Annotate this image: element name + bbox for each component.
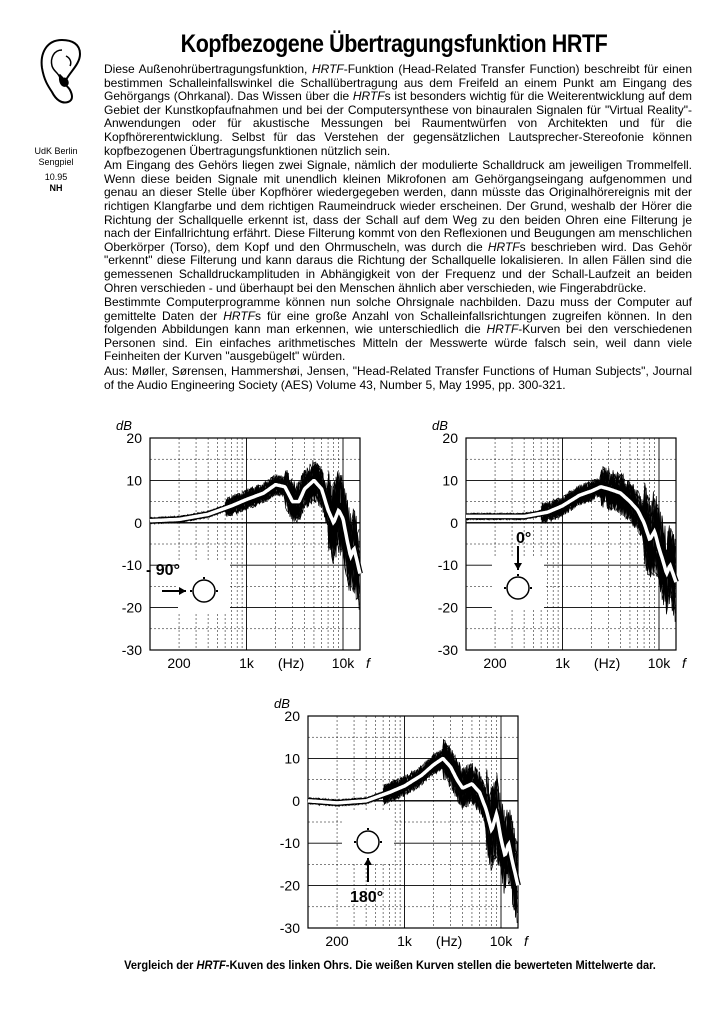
sidebar-line-4: NH	[49, 183, 63, 193]
individual-curves	[308, 739, 517, 923]
text-run-italic: HRTF	[486, 322, 519, 337]
head-circle	[357, 831, 379, 853]
text-run-italic: HRTF	[196, 958, 226, 972]
ear-logo	[36, 34, 86, 108]
y-tick-label: 0	[292, 792, 300, 809]
text-run: Diese Außenohrübertragungsfunktion,	[104, 62, 312, 76]
x-axis-unit-label: (Hz)	[277, 655, 305, 671]
x-tick-label: 1k	[555, 655, 570, 671]
text-run: s ist besonders wichtig für die Weiterentwicklung auf dem Gebiet der Kunstkopfaufnahmen und bei der Computersynthese von binauralen Signalen für "Virtual Reality"-Anwendungen oder für akustische Messungen bei Raumentwürfen von Architekten und für die Kopfhörerentwicklung. Selbst für das Verstehen der gegensätzlichen Lautsprecher-Stereofonie können kopfbezogenen Übertragungsfunktionen nützlich sein.	[104, 89, 692, 158]
x-axis-label: f	[682, 655, 686, 671]
text-run-italic: HRTF	[352, 89, 385, 104]
sidebar-line-1: UdK Berlin	[34, 146, 78, 156]
y-tick-label: 10	[442, 472, 458, 489]
text-run-italic: HRTF	[223, 308, 255, 323]
text-run: -Kuven des linken Ohrs. Die weißen Kurven stellen die bewerteten Mittelwerte dar.	[225, 958, 656, 972]
y-tick-label: 20	[284, 708, 300, 724]
y-tick-label: -20	[279, 877, 300, 894]
paragraph-2	[104, 159, 692, 295]
angle-label: - 90°	[146, 562, 180, 579]
y-tick-label: 10	[126, 472, 142, 489]
page-title: Kopfbezogene Übertragungsfunktion HRTF	[180, 30, 608, 58]
paragraph-4-reference: Aus: Møller, Sørensen, Hammershøi, Jensen, "Head-Related Transfer Functions of Human Subjects", Journal of the Audio Engineering Society (AES) Volume 43, Number 5, May 1995, pp. 300-321.	[104, 364, 692, 392]
paragraph-3	[104, 296, 692, 364]
x-axis-unit-label: (Hz)	[593, 655, 621, 671]
x-tick-label: 200	[167, 655, 191, 671]
y-tick-label: -30	[437, 642, 458, 658]
x-tick-label: 1k	[397, 933, 412, 949]
hrtf-chart-180	[262, 694, 532, 949]
text-run: -Funktion (Head-Related Transfer Function) beschreibt für einen bestimmen Schalleinfallswinkel die Schallübertragung aus dem Freifeld an einem Punkt am Eingang des Gehörgangs (Ohrkanal). Das Wissen über die	[104, 62, 692, 104]
y-axis-label: dB	[274, 696, 290, 711]
x-axis-label: f	[366, 655, 370, 671]
y-tick-label: -20	[121, 599, 142, 616]
x-tick-label: 1k	[239, 655, 254, 671]
y-tick-label: -10	[121, 557, 142, 574]
sidebar-line-3: 10.95	[44, 172, 68, 182]
y-tick-label: -30	[279, 920, 300, 936]
y-tick-label: 10	[284, 750, 300, 767]
y-axis-label: dB	[432, 418, 448, 433]
head-direction-icon	[342, 812, 394, 906]
head-direction-icon	[146, 561, 230, 613]
head-direction-icon	[492, 530, 544, 610]
y-tick-label: 20	[442, 430, 458, 446]
y-tick-label: 0	[134, 514, 142, 531]
text-run: Am Eingang des Gehörs liegen zwei Signale, nämlich der modulierte Schalldruck am jeweiligen Trommelfell. Wenn diese beiden Signale mit unendlich kleinen Mikrofonen am Gehörgangseingang aufgenommen und genau an dieser Stelle über Kopfhörer wiedergegeben werden, dann müsste das Originalhörereignis mit der richtigen Klangfarbe und dem richtigen Raumeindruck wieder erscheinen. Der Grund, weshalb der Hörer die Richtung der Schallquelle erkennt ist, dass der Schall auf dem Weg zu den beiden Ohren eine Filterung je nach der Einfallrichtung erfährt. Diese Filterung kommt von den Reflexionen und Beugungen am menschlichen Oberkörper (Torso), dem Kopf und den Ohrmuscheln, was durch die	[104, 158, 692, 254]
subject-curve	[308, 748, 517, 923]
head-circle	[193, 580, 215, 602]
y-tick-label: -10	[437, 557, 458, 574]
x-tick-label: 10k	[331, 655, 355, 671]
x-axis-label: f	[524, 933, 528, 949]
x-tick-label: 10k	[489, 933, 513, 949]
x-tick-label: 200	[483, 655, 507, 671]
x-tick-label: 200	[325, 933, 349, 949]
angle-label: 0°	[516, 530, 532, 547]
angle-label: 180°	[350, 889, 384, 906]
x-axis-unit-label: (Hz)	[435, 933, 463, 949]
subject-curve	[308, 744, 517, 905]
y-tick-label: -20	[437, 599, 458, 616]
text-run: Bestimmte Computerprogramme können nun solche Ohrsignale nachbilden. Dazu muss der Computer auf gemittelte Daten der	[104, 295, 692, 323]
hrtf-chart-minus-90	[104, 416, 374, 671]
y-tick-label: -30	[121, 642, 142, 658]
y-tick-label: -10	[279, 835, 300, 852]
text-run: s beschrieben wird. Das Gehör "erkennt" diese Filterung und kann daraus die Richtung der Schallquelle lokalisieren. In allen Fällen sind die gemessenen Schalldruckamplituden in Abhängigkeit von der Frequenz und der Schall-Laufzeit an beiden Ohren verschieden - und überhaupt bei den Menschen ähnlich aber verschieden, wie Fingerabdrücke.	[104, 239, 692, 295]
text-run-italic: HRTF	[311, 62, 344, 76]
text-run: Vergleich der	[124, 958, 197, 972]
y-tick-label: 20	[126, 430, 142, 446]
y-tick-label: 0	[450, 514, 458, 531]
text-run: s für eine große Anzahl von Schalleinfallsrichtungen zugreifen können. In den folgenden Abbildungen kann man erkennen, wie unterschiedlich die	[104, 308, 692, 337]
y-axis-label: dB	[116, 418, 132, 433]
text-run: -Kurven bei den verschiedenen Personen sind. Ein einfaches arithmetisches Mitteln der Messwerte würde falsch sein, weil dann viele Feinheiten der Kurven "ausgebügelt" würden.	[104, 322, 692, 364]
figure-caption	[86, 958, 693, 972]
hrtf-chart-0	[420, 416, 690, 671]
article-body	[104, 63, 692, 393]
head-circle	[507, 577, 529, 599]
sidebar-credits	[26, 146, 86, 194]
text-run-italic: HRTF	[487, 239, 520, 254]
x-tick-label: 10k	[647, 655, 671, 671]
paragraph-1	[104, 63, 692, 158]
sidebar-line-2: Sengpiel	[38, 157, 74, 167]
